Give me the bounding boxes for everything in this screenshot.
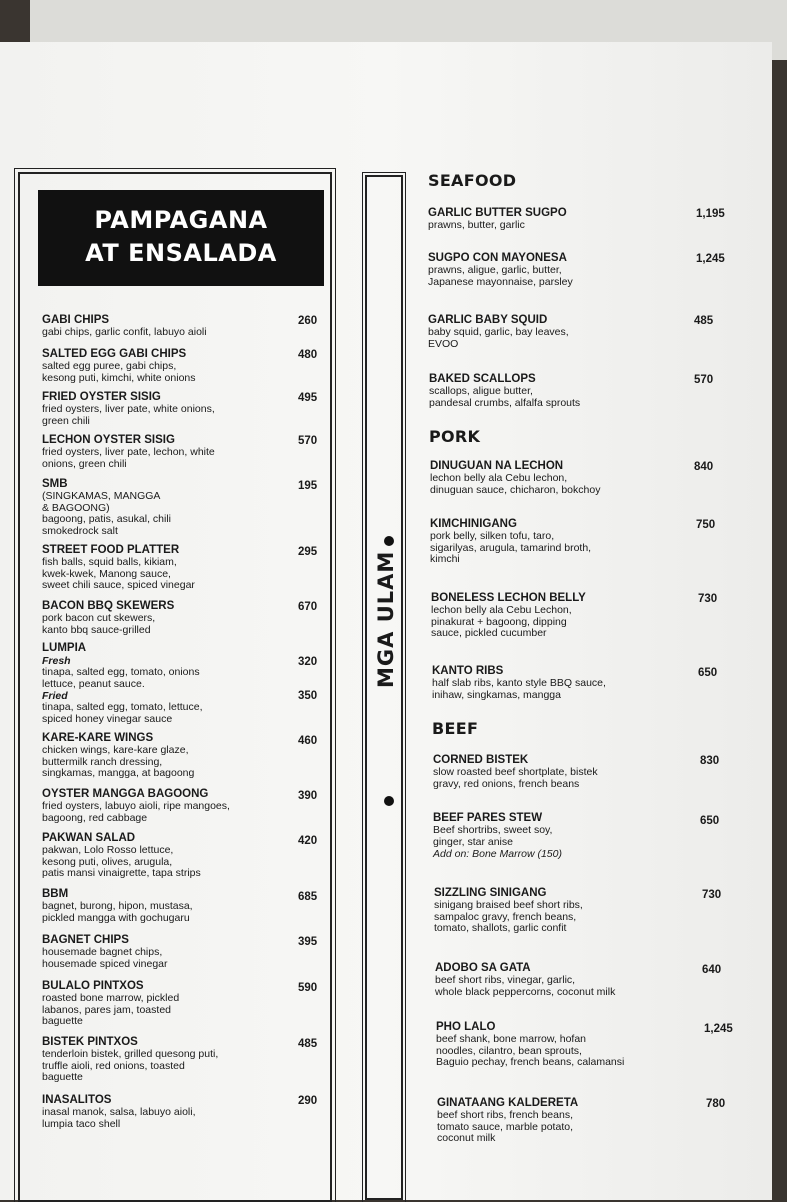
item-desc: kwek-kwek, Manong sauce, — [42, 567, 171, 580]
item-name: BULALO PINTXOS — [42, 980, 144, 992]
item-desc: noodles, cilantro, bean sprouts, — [436, 1044, 582, 1057]
item-desc: fried oysters, labuyo aioli, ripe mangoes, — [42, 800, 230, 812]
item-desc: salted egg puree, gabi chips, — [42, 360, 177, 372]
item-name: BISTEK PINTXOS — [42, 1036, 138, 1048]
item-desc: dinuguan sauce, chicharon, bokchoy — [430, 483, 601, 496]
item-variant-label: Fried — [42, 690, 68, 702]
item-desc: tinapa, salted egg, tomato, onions — [42, 666, 200, 678]
section-heading-beef: BEEF — [432, 719, 479, 738]
menu-item — [432, 665, 692, 701]
item-price: 730 — [698, 593, 718, 605]
item-desc: slow roasted beef shortplate, bistek — [433, 766, 598, 778]
item-name: SIZZLING SINIGANG — [434, 887, 547, 899]
item-desc: Baguio pechay, french beans, calamansi — [436, 1056, 625, 1068]
item-price: 390 — [298, 790, 318, 802]
item-desc: tinapa, salted egg, tomato, lettuce, — [42, 701, 203, 713]
item-desc: (SINGKAMAS, MANGGA — [42, 490, 161, 502]
item-desc: baguette — [42, 1071, 83, 1083]
item-name: KIMCHINIGANG — [430, 518, 517, 530]
item-desc: bagnet, burong, hipon, mustasa, — [42, 900, 193, 912]
item-desc: tomato sauce, marble potato, — [437, 1120, 573, 1133]
item-price: 485 — [298, 1038, 318, 1050]
menu-item — [42, 348, 282, 384]
item-name: SMB — [42, 478, 68, 490]
item-desc: onions, green chili — [42, 457, 127, 470]
item-desc: whole black peppercorns, coconut milk — [435, 985, 616, 998]
item-desc: chicken wings, kare-kare glaze, — [42, 744, 189, 756]
menu-item-lumpia — [42, 642, 282, 725]
divider-dot-top — [384, 536, 394, 546]
menu-item — [42, 1094, 282, 1130]
item-desc: bagoong, patis, asukal, chili — [42, 513, 171, 525]
item-price: 670 — [298, 601, 318, 613]
item-desc: sampaloc gravy, french beans, — [434, 910, 577, 923]
item-desc: baby squid, garlic, bay leaves, — [428, 326, 569, 338]
item-price: 750 — [696, 519, 716, 531]
item-desc: lettuce, peanut sauce. — [42, 677, 145, 690]
item-name: DINUGUAN NA LECHON — [430, 460, 564, 472]
item-price: 830 — [700, 755, 720, 767]
item-price: 290 — [298, 1095, 318, 1107]
menu-item — [42, 934, 282, 970]
item-price: 320 — [298, 656, 318, 668]
item-price: 780 — [706, 1098, 726, 1110]
item-name: PAKWAN SALAD — [42, 832, 136, 844]
item-price: 350 — [298, 690, 318, 702]
item-price: 395 — [298, 936, 318, 948]
item-name: ADOBO SA GATA — [435, 962, 531, 974]
item-desc: truffle aioli, red onions, toasted — [42, 1059, 185, 1072]
item-desc: lechon belly ala Cebu Lechon, — [431, 604, 572, 616]
item-desc: inasal manok, salsa, labuyo aioli, — [42, 1106, 196, 1118]
item-name: FRIED OYSTER SISIG — [42, 391, 161, 403]
item-price: 420 — [298, 835, 318, 847]
menu-item — [430, 460, 690, 496]
item-desc: tomato, shallots, garlic confit — [434, 922, 567, 934]
menu-item — [42, 544, 282, 592]
item-name: BACON BBQ SKEWERS — [42, 600, 175, 612]
item-desc: pickled mangga with gochugaru — [42, 911, 190, 924]
item-price: 1,195 — [696, 208, 725, 220]
item-name: STREET FOOD PLATTER — [42, 544, 180, 556]
item-desc: sigarilyas, arugula, tamarind broth, — [430, 541, 592, 554]
item-price: 1,245 — [704, 1023, 733, 1035]
menu-item — [42, 478, 282, 537]
item-desc: pinakurat + bagoong, dipping — [431, 615, 567, 628]
item-price: 590 — [298, 982, 318, 994]
menu-item — [42, 788, 282, 824]
item-desc: buttermilk ranch dressing, — [42, 755, 163, 768]
item-name: BEEF PARES STEW — [433, 812, 543, 824]
item-desc: pork belly, silken tofu, taro, — [430, 530, 555, 542]
item-name: BAKED SCALLOPS — [429, 373, 536, 385]
item-desc: lechon belly ala Cebu lechon, — [430, 472, 568, 484]
item-desc: spiced honey vinegar sauce — [42, 712, 173, 725]
item-desc: housemade spiced vinegar — [42, 957, 168, 970]
menu-item — [429, 373, 689, 409]
menu-item — [431, 592, 691, 640]
item-price: 570 — [298, 435, 318, 447]
item-desc: kanto bbq sauce-grilled — [42, 623, 151, 636]
item-desc: coconut milk — [437, 1132, 496, 1144]
item-price: 650 — [700, 815, 720, 827]
item-price: 640 — [702, 964, 722, 976]
item-name: PHO LALO — [436, 1021, 496, 1033]
item-price: 1,245 — [696, 253, 725, 265]
menu-item — [435, 962, 695, 998]
item-price: 480 — [298, 349, 318, 361]
menu-item — [428, 314, 688, 350]
item-desc: ginger, star anise — [433, 835, 513, 848]
item-desc: singkamas, mangga, at bagoong — [42, 767, 195, 779]
section-heading-seafood: SEAFOOD — [428, 171, 517, 190]
item-price: 485 — [694, 315, 714, 327]
item-price: 495 — [298, 392, 318, 404]
menu-item — [434, 887, 694, 935]
menu-item — [42, 980, 282, 1028]
item-desc: labanos, pares jam, toasted — [42, 1003, 171, 1016]
item-price: 570 — [694, 374, 714, 386]
item-name: KANTO RIBS — [432, 665, 504, 677]
item-name: BBM — [42, 888, 69, 900]
item-desc: inihaw, singkamas, mangga — [432, 688, 561, 701]
menu-item — [436, 1021, 696, 1069]
item-name: LECHON OYSTER SISIG — [42, 434, 175, 446]
item-desc: gabi chips, garlic confit, labuyo aioli — [42, 326, 207, 338]
item-desc: pandesal crumbs, alfalfa sprouts — [429, 396, 581, 409]
item-desc: pork bacon cut skewers, — [42, 612, 156, 624]
item-desc: sweet chili sauce, spiced vinegar — [42, 579, 195, 591]
item-desc: lumpia taco shell — [42, 1117, 121, 1130]
item-name: GARLIC BABY SQUID — [428, 314, 548, 326]
menu-item — [433, 812, 693, 860]
menu-item — [42, 600, 282, 636]
item-desc: beef short ribs, vinegar, garlic, — [435, 974, 576, 986]
item-desc: prawns, aligue, garlic, butter, — [428, 264, 562, 276]
item-desc: prawns, butter, garlic — [428, 219, 525, 231]
item-desc: smokedrock salt — [42, 524, 118, 537]
item-desc: baguette — [42, 1015, 83, 1027]
item-desc: bagoong, red cabbage — [42, 811, 148, 824]
item-name: GARLIC BUTTER SUGPO — [428, 207, 567, 219]
item-desc: beef shank, bone marrow, hofan — [436, 1033, 587, 1045]
item-price: 260 — [298, 315, 318, 327]
item-price: 730 — [702, 889, 722, 901]
item-desc: gravy, red onions, french beans — [433, 777, 580, 790]
menu-item — [437, 1097, 697, 1145]
item-price: 685 — [298, 891, 318, 903]
item-desc: EVOO — [428, 337, 459, 350]
item-desc: patis mansi vinaigrette, tapa strips — [42, 867, 201, 879]
item-desc: pakwan, Lolo Rosso lettuce, — [42, 844, 174, 856]
item-name: GINATAANG KALDERETA — [437, 1097, 579, 1109]
menu-item — [428, 207, 688, 232]
item-desc: & BAGOONG) — [42, 501, 110, 514]
item-desc: kesong puti, olives, arugula, — [42, 855, 173, 868]
item-desc: roasted bone marrow, pickled — [42, 992, 180, 1004]
section-title-pampagana — [38, 190, 324, 286]
item-note: Add on: Bone Marrow (150) — [433, 848, 562, 860]
item-variant-label: Fresh — [42, 655, 71, 667]
item-price: 840 — [694, 461, 714, 473]
item-name: KARE-KARE WINGS — [42, 732, 154, 744]
menu-item — [42, 832, 282, 880]
item-name: SALTED EGG GABI CHIPS — [42, 348, 187, 360]
item-price: 295 — [298, 546, 318, 558]
item-desc: beef short ribs, french beans, — [437, 1109, 573, 1121]
item-desc: scallops, aligue butter, — [429, 385, 533, 397]
title-line-1: PAMPAGANA — [94, 206, 268, 234]
item-name: LUMPIA — [42, 642, 87, 654]
divider-label — [374, 648, 398, 688]
item-name: GABI CHIPS — [42, 314, 110, 326]
menu-item — [433, 754, 693, 790]
item-price: 650 — [698, 667, 718, 679]
item-desc: fried oysters, liver pate, lechon, white — [42, 446, 215, 458]
item-name: INASALITOS — [42, 1094, 112, 1106]
item-desc: fish balls, squid balls, kikiam, — [42, 556, 177, 568]
menu-item — [428, 252, 688, 288]
item-desc: kesong puti, kimchi, white onions — [42, 371, 196, 384]
menu-item — [42, 434, 282, 470]
menu-item — [42, 391, 282, 427]
item-desc: Beef shortribs, sweet soy, — [433, 824, 553, 836]
item-desc: Japanese mayonnaise, parsley — [428, 275, 573, 288]
item-desc: kimchi — [430, 553, 460, 565]
item-desc: sinigang braised beef short ribs, — [434, 899, 583, 911]
item-desc: sauce, pickled cucumber — [431, 627, 547, 639]
item-desc: half slab ribs, kanto style BBQ sauce, — [432, 677, 606, 689]
item-price: 195 — [298, 480, 318, 492]
item-desc: fried oysters, liver pate, white onions, — [42, 403, 215, 415]
item-price: 460 — [298, 735, 318, 747]
item-name: BONELESS LECHON BELLY — [431, 592, 586, 604]
title-line-2: AT ENSALADA — [85, 239, 277, 267]
menu-item — [42, 888, 282, 924]
item-name: CORNED BISTEK — [433, 754, 529, 766]
section-heading-pork: PORK — [429, 427, 481, 446]
menu-item — [42, 314, 282, 339]
item-desc: green chili — [42, 414, 90, 427]
menu-item — [42, 732, 282, 780]
item-desc: housemade bagnet chips, — [42, 946, 163, 958]
item-name: OYSTER MANGGA BAGOONG — [42, 788, 209, 800]
item-desc: tenderloin bistek, grilled quesong puti, — [42, 1048, 219, 1060]
divider-dot-bottom — [384, 796, 394, 806]
item-name: SUGPO CON MAYONESA — [428, 252, 567, 264]
menu-item — [430, 518, 690, 566]
menu-item — [42, 1036, 282, 1084]
item-name: BAGNET CHIPS — [42, 934, 129, 946]
